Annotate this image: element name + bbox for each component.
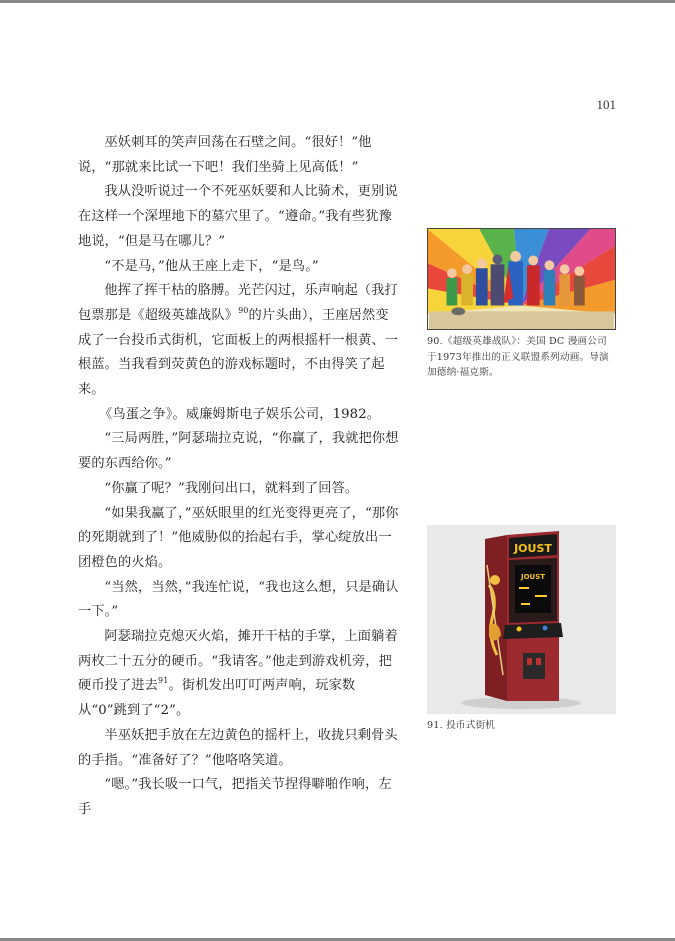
marquee-text: JOUST — [514, 542, 552, 555]
top-rule — [0, 0, 675, 3]
text-run: 。街机发出叮叮两声响，玩家数从“0”跳到了“2”。 — [78, 678, 356, 719]
figure-91 — [427, 525, 616, 734]
paragraph — [78, 625, 400, 724]
figure-90 — [427, 228, 616, 381]
paragraph: “你赢了呢？”我刚问出口，就料到了回答。 — [104, 480, 359, 496]
body-text — [78, 131, 400, 823]
figure-91-caption: 91. 投币式街机 — [427, 720, 496, 731]
text-run: 的片头曲），王座居然变成了一台投币式街机，它面板上的两根摇杆一根黄、一根蓝。当我看到荧黄色的游戏标题时，不由得笑了起来。 — [78, 307, 399, 398]
text-run: 阿瑟瑞拉克熄灭火焰，摊开干枯的手掌，上面躺着两枚二十五分的硬币。“我请客。”他走到游戏机旁，把硬币投了进去 — [78, 629, 398, 694]
paragraph: 《鸟蛋之争》。威廉姆斯电子娱乐公司，1982。 — [99, 406, 381, 422]
paragraph: “三局两胜，”阿瑟瑞拉克说，“你赢了，我就把你想要的东西给你。” — [78, 431, 399, 472]
paragraph — [78, 279, 400, 403]
paragraph: “当然，当然，”我连忙说，“我也这么想，只是确认一下。” — [78, 579, 399, 620]
figure-90-caption: 90.《超级英雄战队》：美国 DC 漫画公司于1973年推出的正义联盟系列动画。导演加德纳·福克斯。 — [427, 336, 609, 378]
superfriends-image — [427, 228, 616, 330]
footnote-ref-90[interactable]: 90 — [238, 305, 249, 315]
paragraph: 巫妖刺耳的笑声回荡在石壁之间。“很好！”他说，“那就来比试一下吧！我们坐骑上见高低！” — [78, 135, 372, 175]
paragraph: “不是马，”他从王座上走下，“是鸟。” — [104, 258, 319, 274]
screen-title: JOUST — [520, 573, 546, 581]
text-run: 他挥了挥干枯的胳膊。光芒闪过，乐声响起（我打包票那是《超级英雄战队》 — [78, 283, 398, 323]
arcade-cabinet-image — [427, 525, 616, 714]
paragraph: “嗯。”我长吸一口气，把指关节捏得噼啪作响，左手 — [78, 777, 392, 817]
paragraph: 半巫妖把手放在左边黄色的摇杆上，收拢只剩骨头的手指。“准备好了？”他咯咯笑道。 — [78, 727, 398, 768]
paragraph: 我从没听说过一个不死巫妖要和人比骑术，更别说在这样一个深埋地下的墓穴里了。“遵命。”我有些犹豫地说，“但是马在哪儿？” — [78, 184, 398, 249]
paragraph: “如果我赢了，”巫妖眼里的红光变得更亮了，“那你的死期就到了！”他威胁似的抬起右手，掌心绽放出一团橙色的火焰。 — [78, 505, 399, 570]
page-number: 101 — [596, 97, 616, 112]
footnote-ref-91[interactable]: 91 — [158, 676, 169, 686]
